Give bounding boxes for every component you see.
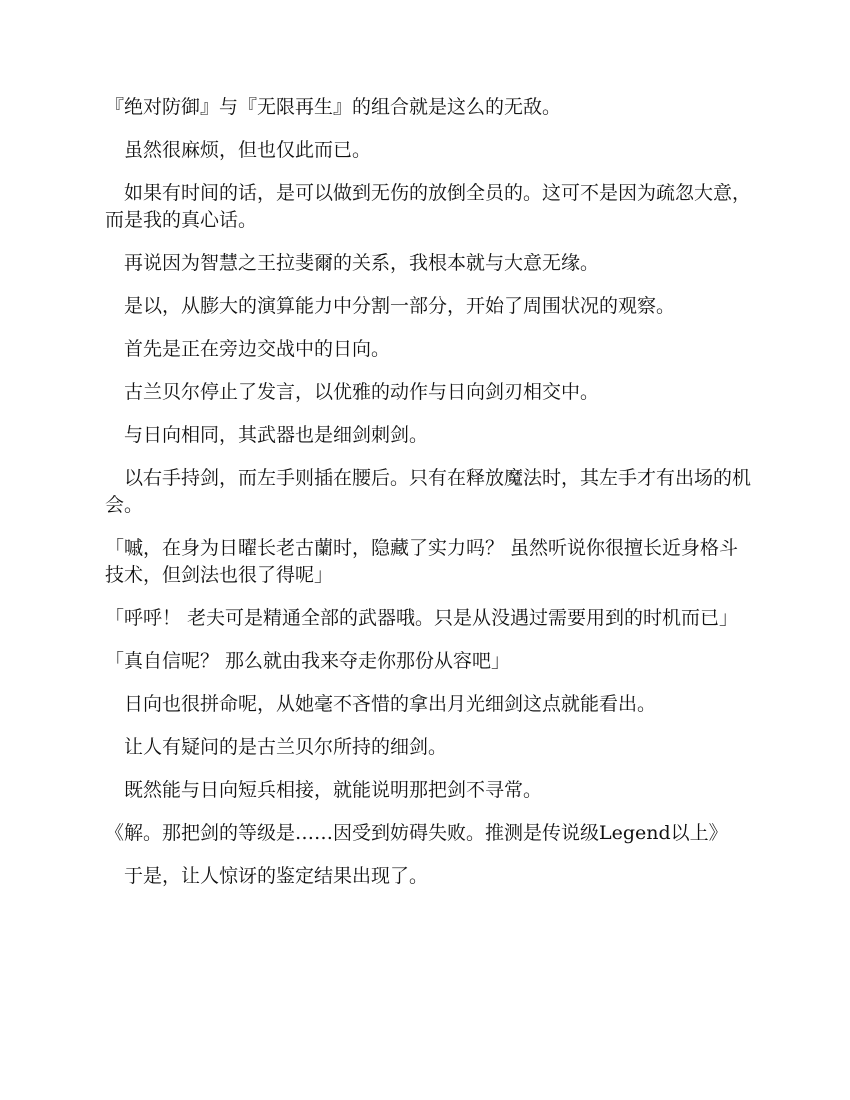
paragraph: 日向也很拼命呢，从她毫不吝惜的拿出月光细剑这点就能看出。 (105, 693, 657, 715)
paragraph: 让人有疑问的是古兰贝尔所持的细剑。 (105, 736, 448, 758)
paragraph: 如果有时间的话，是可以做到无伤的放倒全员的。这可不是因为疏忽大意，而是我的真心话。 (105, 182, 752, 231)
paragraph: 再说因为智慧之王拉斐爾的关系，我根本就与大意无缘。 (105, 252, 600, 274)
paragraph: 首先是正在旁边交战中的日向。 (105, 338, 391, 360)
dialogue-paragraph: 「嘁，在身为日曜长老古蘭时，隐藏了实力吗？ 虽然听说你很擅长近身格斗技术，但剑法也很了得呢」 (105, 537, 739, 586)
dialogue-paragraph: 「呼呼！ 老夫可是精通全部的武器哦。只是从没遇过需要用到的时机而已」 (105, 607, 739, 629)
paragraph: 既然能与日向短兵相接，就能说明那把剑不寻常。 (105, 779, 543, 801)
paragraph: 『绝对防御』与『无限再生』的组合就是这么的无敌。 (105, 96, 562, 118)
document-body (105, 94, 755, 906)
dialogue-paragraph: 「真自信呢？ 那么就由我来夺走你那份从容吧」 (105, 650, 511, 672)
paragraph: 以右手持剑，而左手则插在腰后。只有在释放魔法时，其左手才有出场的机会。 (105, 467, 752, 516)
paragraph: 虽然很麻烦，但也仅此而已。 (105, 139, 372, 161)
paragraph: 于是，让人惊讶的鉴定结果出现了。 (105, 865, 429, 887)
paragraph: 是以，从膨大的演算能力中分割一部分，开始了周围状况的观察。 (105, 295, 676, 317)
paragraph: 与日向相同，其武器也是细剑刺剑。 (105, 424, 429, 446)
paragraph: 古兰贝尔停止了发言，以优雅的动作与日向剑刃相交中。 (105, 381, 600, 403)
system-message-paragraph: 《解。那把剑的等级是……因受到妨碍失败。推测是传说级Legend以上》 (105, 822, 728, 844)
